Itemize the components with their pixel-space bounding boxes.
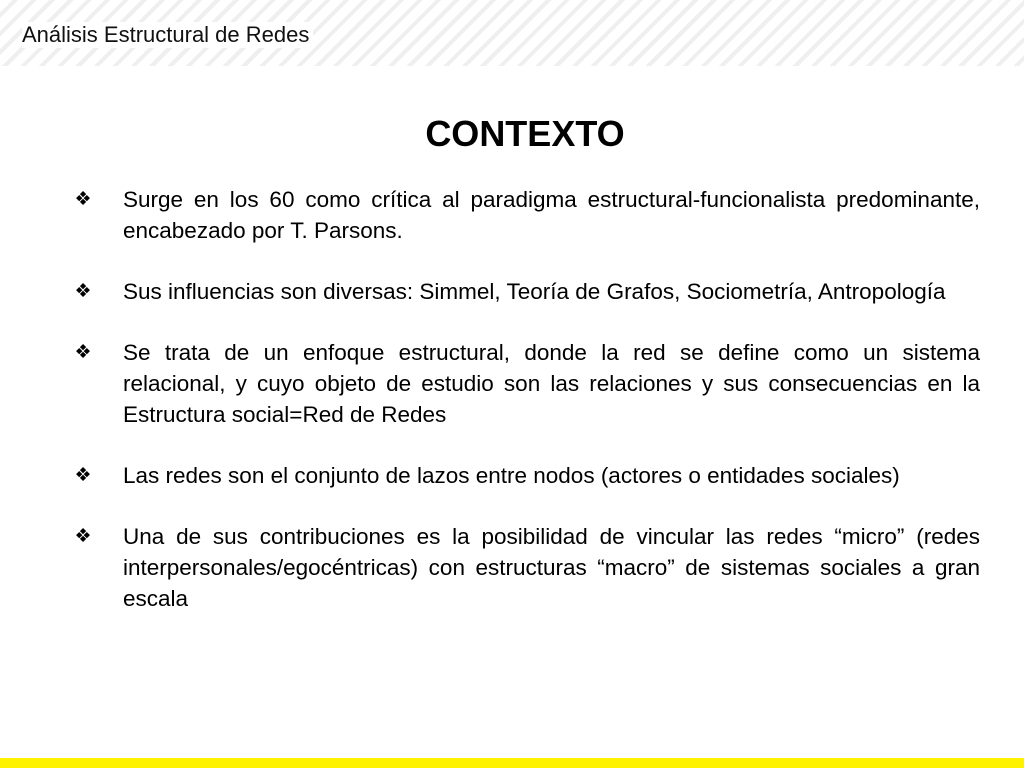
bullet-text: Surge en los 60 como crítica al paradigma estructural-funcionalista predominante, encabezado por T. Parsons. [123,187,980,243]
list-item [70,521,980,614]
header-band [0,0,1024,66]
list-item [70,276,980,307]
header-title: Análisis Estructural de Redes [22,22,313,48]
bullet-text: Las redes son el conjunto de lazos entre nodos (actores o entidades sociales) [123,463,900,488]
bottom-accent-bar [0,758,1024,768]
slide-title: CONTEXTO [425,113,625,154]
list-item [70,460,980,491]
diamond-bullet-icon: ❖ [74,465,92,486]
bullet-list [70,184,980,644]
diamond-bullet-icon: ❖ [74,281,92,302]
bullet-text: Sus influencias son diversas: Simmel, Teoría de Grafos, Sociometría, Antropología [123,279,946,304]
diamond-bullet-icon: ❖ [74,189,92,210]
list-item [70,184,980,246]
diamond-bullet-icon: ❖ [74,526,92,547]
diamond-bullet-icon: ❖ [74,342,92,363]
bullet-text: Se trata de un enfoque estructural, donde la red se define como un sistema relacional, y cuyo objeto de estudio son las relaciones y sus consecuencias en la Estructura social=Red de Redes [123,340,980,427]
bullet-text: Una de sus contribuciones es la posibilidad de vincular las redes “micro” (redes interpersonales/egocéntricas) con estructuras “macro” de sistemas sociales a gran escala [123,524,980,611]
list-item [70,337,980,430]
